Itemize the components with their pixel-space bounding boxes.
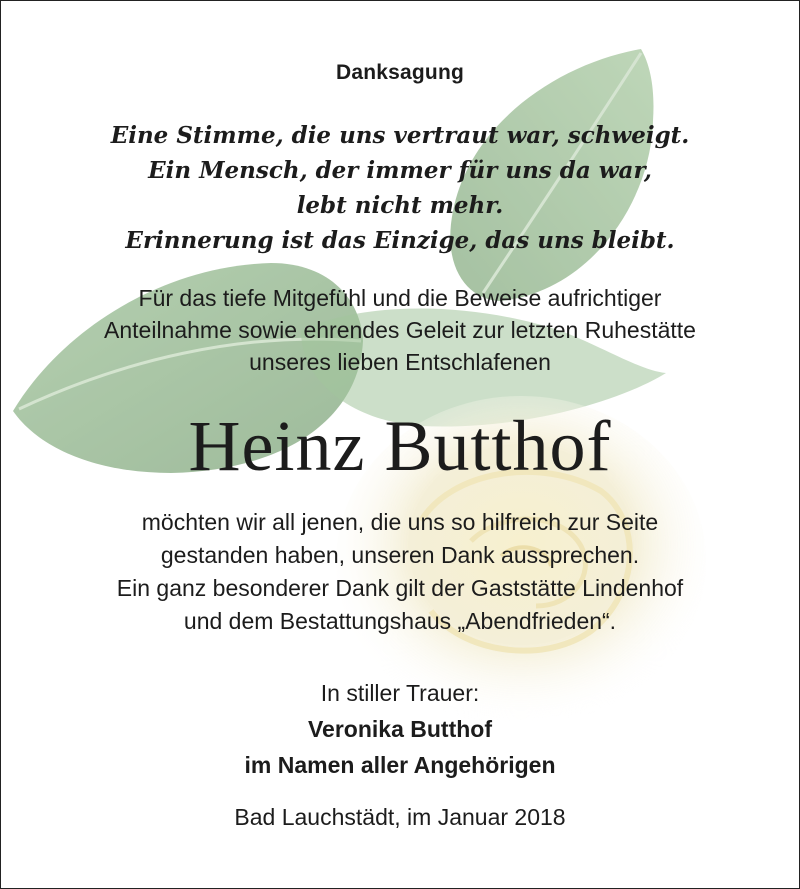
intro-line: unseres lieben Entschlafenen: [249, 349, 551, 375]
notice-heading: Danksagung: [335, 61, 465, 84]
mourning-label: In stiller Trauer:: [320, 680, 480, 706]
poem: [1, 118, 799, 258]
thanks-line: und dem Bestattungshaus „Abendfrieden“.: [183, 608, 617, 634]
poem-line: lebt nicht mehr.: [296, 192, 504, 219]
signature-block: [1, 675, 799, 783]
poem-line: Eine Stimme, die uns vertraut war, schweigt.: [110, 122, 690, 149]
place-date: Bad Lauchstädt, im Januar 2018: [234, 804, 566, 830]
notice-text: [1, 1, 799, 888]
thanks-line: gestanden haben, unseren Dank aussprechen.: [160, 542, 640, 568]
intro-line: Für das tiefe Mitgefühl und die Beweise aufrichtiger: [138, 285, 662, 311]
poem-line: Erinnerung ist das Einzige, das uns bleibt.: [125, 227, 675, 254]
intro-line: Anteilnahme sowie ehrendes Geleit zur letzten Ruhestätte: [104, 317, 696, 343]
deceased-name: Heinz Butthof: [188, 406, 612, 486]
intro-text: [1, 282, 799, 378]
poem-line: Ein Mensch, der immer für uns da war,: [148, 157, 652, 184]
family-line: im Namen aller Angehörigen: [244, 752, 556, 778]
thanks-text: [1, 506, 799, 638]
thanks-line: Ein ganz besonderer Dank gilt der Gaststätte Lindenhof: [116, 575, 684, 601]
signer-name: Veronika Butthof: [307, 716, 492, 742]
thanks-line: möchten wir all jenen, die uns so hilfreich zur Seite: [141, 509, 659, 535]
